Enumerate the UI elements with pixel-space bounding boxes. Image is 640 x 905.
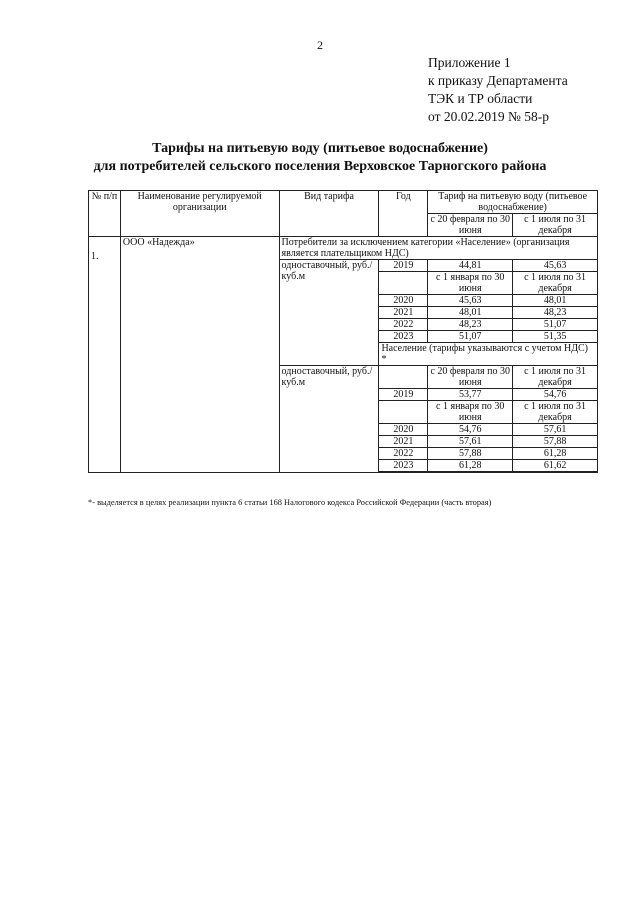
- year-cell: 2021: [379, 307, 428, 319]
- tariff-table: [88, 190, 598, 473]
- value-cell: 48,01: [428, 307, 513, 319]
- document-title: [0, 140, 640, 176]
- title-line: для потребителей сельского поселения Верховское Тарногского района: [93, 159, 547, 174]
- year-cell: 2023: [379, 331, 428, 343]
- value-cell: 57,61: [428, 436, 513, 448]
- header-year: Год: [379, 191, 428, 237]
- value-cell: 51,35: [513, 331, 598, 343]
- value-cell: 54,76: [428, 424, 513, 436]
- header-type: Вид тарифа: [279, 191, 379, 237]
- empty-cell: [513, 472, 598, 473]
- period-cell: с 1 января по 30 июня: [428, 272, 513, 295]
- header-period-h2: с 1 июля по 31 декабря: [513, 214, 598, 237]
- header-org: Наименование регулируемой организации: [120, 191, 279, 237]
- value-cell: 57,88: [428, 448, 513, 460]
- value-cell: 57,88: [513, 436, 598, 448]
- value-cell: 48,23: [513, 307, 598, 319]
- appendix-line: от 20.02.2019 № 58-р: [428, 109, 549, 124]
- value-cell: 53,77: [428, 389, 513, 401]
- year-cell: 2022: [379, 319, 428, 331]
- header-num: № п/п: [89, 191, 121, 237]
- value-cell: 48,01: [513, 295, 598, 307]
- title-line: Тарифы на питьевую воду (питьевое водоснабжение): [152, 141, 488, 156]
- year-cell: 2023: [379, 460, 428, 472]
- value-cell: 45,63: [513, 260, 598, 272]
- year-cell: 2021: [379, 436, 428, 448]
- appendix-line: Приложение 1: [428, 55, 511, 70]
- row-number: 1.: [89, 237, 121, 473]
- period-cell: с 1 января по 30 июня: [428, 401, 513, 424]
- group2-type: одноставочный, руб./куб.м: [279, 366, 379, 473]
- header-tariff: Тариф на питьевую воду (питьевое водоснабжение): [428, 191, 598, 214]
- year-cell: 2019: [379, 389, 428, 401]
- period-cell: с 1 июля по 31 декабря: [513, 272, 598, 295]
- value-cell: 51,07: [513, 319, 598, 331]
- table-header-row: [89, 191, 598, 214]
- appendix-block: [428, 54, 568, 126]
- group2-label: Население (тарифы указываются с учетом НДС) *: [379, 343, 598, 366]
- value-cell: 48,23: [428, 319, 513, 331]
- org-name: ООО «Надежда»: [120, 237, 279, 473]
- group1-type: одноставочный, руб./куб.м: [279, 260, 379, 366]
- appendix-line: ТЭК и ТР области: [428, 91, 533, 106]
- page-number: 2: [317, 38, 323, 52]
- empty-cell: [379, 472, 428, 473]
- value-cell: 44,81: [428, 260, 513, 272]
- value-cell: 51,07: [428, 331, 513, 343]
- appendix-line: к приказу Департамента: [428, 73, 568, 88]
- year-cell: 2020: [379, 424, 428, 436]
- value-cell: 57,61: [513, 424, 598, 436]
- period-cell: с 1 июля по 31 декабря: [513, 366, 598, 389]
- header-period-h1: с 20 февраля по 30 июня: [428, 214, 513, 237]
- table-row: [89, 237, 598, 260]
- period-cell: с 1 июля по 31 декабря: [513, 401, 598, 424]
- empty-cell: [428, 472, 513, 473]
- value-cell: 61,28: [428, 460, 513, 472]
- value-cell: 61,28: [513, 448, 598, 460]
- value-cell: 61,62: [513, 460, 598, 472]
- group1-label: Потребители за исключением категории «Население» (организация является плательщиком НДС): [279, 237, 597, 260]
- value-cell: 54,76: [513, 389, 598, 401]
- year-cell: 2022: [379, 448, 428, 460]
- empty-cell: [379, 366, 428, 389]
- period-cell: с 20 февраля по 30 июня: [428, 366, 513, 389]
- year-cell: 2019: [379, 260, 428, 272]
- empty-cell: [379, 401, 428, 424]
- year-cell: 2020: [379, 295, 428, 307]
- empty-cell: [379, 272, 428, 295]
- value-cell: 45,63: [428, 295, 513, 307]
- footnote: *- выделяется в целях реализации пункта 6 статьи 168 Налогового кодекса Российской Федерации (часть вторая): [88, 498, 492, 507]
